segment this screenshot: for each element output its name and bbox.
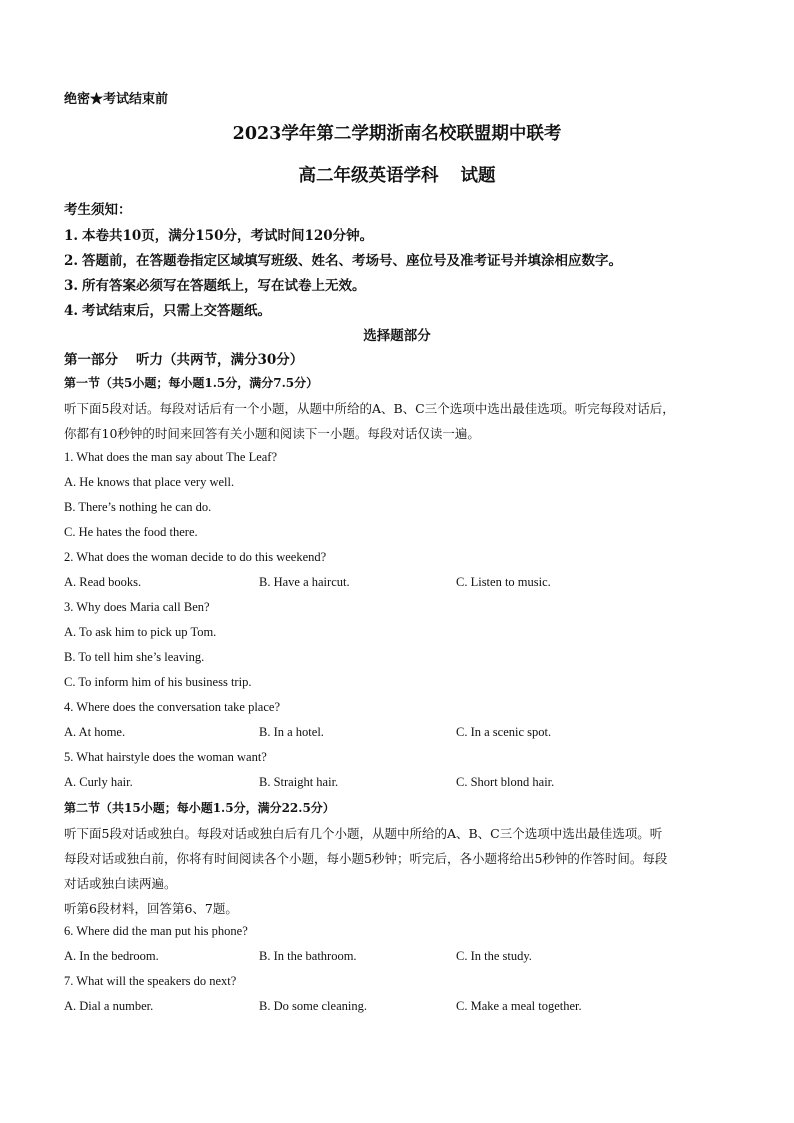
section-heading: 选择题部分 [363,328,431,344]
option-6c: C. In the study. [456,949,532,963]
option-1b: B. There’s nothing he can do. [64,500,212,514]
option-6b: B. In the bathroom. [259,949,357,963]
notice-item: 4. 考试结束后，只需上交答题纸。 [64,303,271,319]
material-note: 听第6段材料，回答第6、7题。 [64,901,238,916]
option-7a: A. Dial a number. [64,999,154,1013]
option-2a: A. Read books. [64,575,142,589]
section2-instructions: 听下面5段对话或独白。每段对话或独白后有几个小题，从题中所给的A、B、C三个选项中选出最佳选项。听 [64,826,663,841]
question-1: 1. What does the man say about The Leaf? [64,450,278,464]
option-4a: A. At home. [64,725,126,739]
notice-item: 2. 答题前，在答题卷指定区域填写班级、姓名、考场号、座位号及准考证号并填涂相应数字。 [64,253,622,269]
option-7c: C. Make a meal together. [456,999,582,1013]
option-1a: A. He knows that place very well. [64,475,235,489]
option-5b: B. Straight hair. [259,775,339,789]
option-3c: C. To inform him of his business trip. [64,675,252,689]
question-5: 5. What hairstyle does the woman want? [64,750,267,764]
confidential-mark: 绝密★考试结束前 [64,92,169,107]
notice-item: 1. 本卷共10页，满分150分，考试时间120分钟。 [64,228,374,244]
notice-heading: 考生须知： [64,202,132,218]
exam-title: 2023学年第二学期浙南名校联盟期中联考 [232,124,562,144]
question-6: 6. Where did the man put his phone? [64,924,248,938]
question-3: 3. Why does Maria call Ben? [64,600,210,614]
section2-title: 第二节（共15小题；每小题1.5分，满分22.5分） [64,801,335,815]
part-heading: 第一部分 听力（共两节，满分30分） [64,352,304,368]
option-4b: B. In a hotel. [259,725,324,739]
question-2: 2. What does the woman decide to do this weekend? [64,550,327,564]
option-6a: A. In the bedroom. [64,949,159,963]
section1-title: 第一节（共5小题；每小题1.5分，满分7.5分） [64,376,319,390]
section1-instructions: 听下面5段对话。每段对话后有一个小题，从题中所给的A、B、C三个选项中选出最佳选项。听完每段对话后， [64,401,675,416]
option-4c: C. In a scenic spot. [456,725,552,739]
option-1c: C. He hates the food there. [64,525,198,539]
option-7b: B. Do some cleaning. [259,999,367,1013]
question-4: 4. Where does the conversation take place? [64,700,280,714]
option-5a: A. Curly hair. [64,775,133,789]
option-5c: C. Short blond hair. [456,775,555,789]
question-7: 7. What will the speakers do next? [64,974,237,988]
section1-instructions: 你都有10秒钟的时间来回答有关小题和阅读下一小题。每段对话仅读一遍。 [64,426,480,441]
section2-instructions: 对话或独白读两遍。 [64,876,177,891]
option-3b: B. To tell him she’s leaving. [64,650,205,664]
option-2b: B. Have a haircut. [259,575,350,589]
notice-item: 3. 所有答案必须写在答题纸上，写在试卷上无效。 [64,278,366,294]
option-3a: A. To ask him to pick up Tom. [64,625,217,639]
exam-subtitle: 高二年级英语学科 试题 [298,166,496,186]
section2-instructions: 每段对话或独白前，你将有时间阅读各个小题，每小题5秒钟；听完后，各小题将给出5秒钟的作答时间。每段 [64,851,668,866]
option-2c: C. Listen to music. [456,575,551,589]
